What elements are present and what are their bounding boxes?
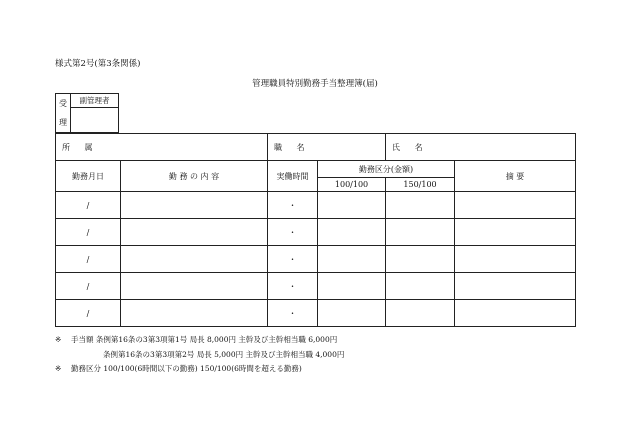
category-100-cell[interactable] <box>318 192 386 219</box>
note-mark: ※ <box>55 335 62 344</box>
header-category-150: 150/100 <box>386 178 455 192</box>
date-cell[interactable]: / <box>56 273 121 300</box>
header-category-100: 100/100 <box>318 178 386 192</box>
receipt-label-top: 受 <box>59 99 67 108</box>
note-allowance <box>55 333 344 348</box>
affiliation-label: 所 属 <box>62 142 99 152</box>
table-row <box>56 300 576 327</box>
affiliation-field[interactable] <box>56 134 268 161</box>
table-header-row <box>56 161 576 178</box>
header-remarks: 摘 要 <box>455 161 576 192</box>
note-category-text: 勤務区分 100/100(6時間以下の勤務) 150/100(6時間を超える勤務) <box>71 364 302 373</box>
remarks-cell[interactable] <box>455 192 576 219</box>
date-cell[interactable]: / <box>56 192 121 219</box>
date-cell[interactable]: / <box>56 300 121 327</box>
table-row <box>56 192 576 219</box>
category-100-cell[interactable] <box>318 300 386 327</box>
note-mark: ※ <box>55 364 62 373</box>
category-150-cell[interactable] <box>386 273 455 300</box>
category-100-cell[interactable] <box>318 273 386 300</box>
document-title: 管理職員特別勤務手当整理簿(届) <box>252 79 378 89</box>
receipt-label <box>56 94 71 132</box>
table-row <box>56 273 576 300</box>
content-cell[interactable] <box>121 192 268 219</box>
footnotes <box>55 333 344 377</box>
content-cell[interactable] <box>121 300 268 327</box>
position-label: 職 名 <box>274 142 311 152</box>
content-cell[interactable] <box>121 273 268 300</box>
remarks-cell[interactable] <box>455 219 576 246</box>
employee-info-row <box>56 134 576 161</box>
content-cell[interactable] <box>121 246 268 273</box>
header-category: 勤務区分(金額) <box>318 161 455 178</box>
date-cell[interactable]: / <box>56 219 121 246</box>
name-field[interactable] <box>386 134 576 161</box>
header-content: 勤 務 の 内 容 <box>121 161 268 192</box>
name-label: 氏 名 <box>392 142 429 152</box>
note-category <box>55 362 344 377</box>
table-row <box>56 246 576 273</box>
remarks-cell[interactable] <box>455 246 576 273</box>
category-100-cell[interactable] <box>318 219 386 246</box>
remarks-cell[interactable] <box>455 273 576 300</box>
table-row <box>56 219 576 246</box>
form-number: 様式第2号(第3条関係) <box>55 59 141 69</box>
hours-cell[interactable]: ・ <box>268 300 318 327</box>
hours-cell[interactable]: ・ <box>268 192 318 219</box>
hours-cell[interactable]: ・ <box>268 219 318 246</box>
category-150-cell[interactable] <box>386 300 455 327</box>
category-150-cell[interactable] <box>386 192 455 219</box>
date-cell[interactable]: / <box>56 246 121 273</box>
receipt-label-bottom: 理 <box>59 118 67 127</box>
category-150-cell[interactable] <box>386 246 455 273</box>
header-hours: 実働時間 <box>268 161 318 192</box>
remarks-cell[interactable] <box>455 300 576 327</box>
category-100-cell[interactable] <box>318 246 386 273</box>
position-field[interactable] <box>268 134 386 161</box>
receipt-stamp-box <box>55 93 119 133</box>
deputy-manager-header: 副管理者 <box>71 94 118 108</box>
hours-cell[interactable]: ・ <box>268 273 318 300</box>
category-150-cell[interactable] <box>386 219 455 246</box>
content-cell[interactable] <box>121 219 268 246</box>
work-record-table <box>55 133 576 327</box>
hours-cell[interactable]: ・ <box>268 246 318 273</box>
note-allowance-cont: 条例第16条の3第3項第2号 局長 5,000円 主幹及び主幹相当職 4,000円 <box>103 349 345 359</box>
note-allowance-text: 手当額 条例第16条の3第3項第1号 局長 8,000円 主幹及び主幹相当職 6,000円 <box>71 335 338 344</box>
header-date: 勤務月日 <box>56 161 121 192</box>
